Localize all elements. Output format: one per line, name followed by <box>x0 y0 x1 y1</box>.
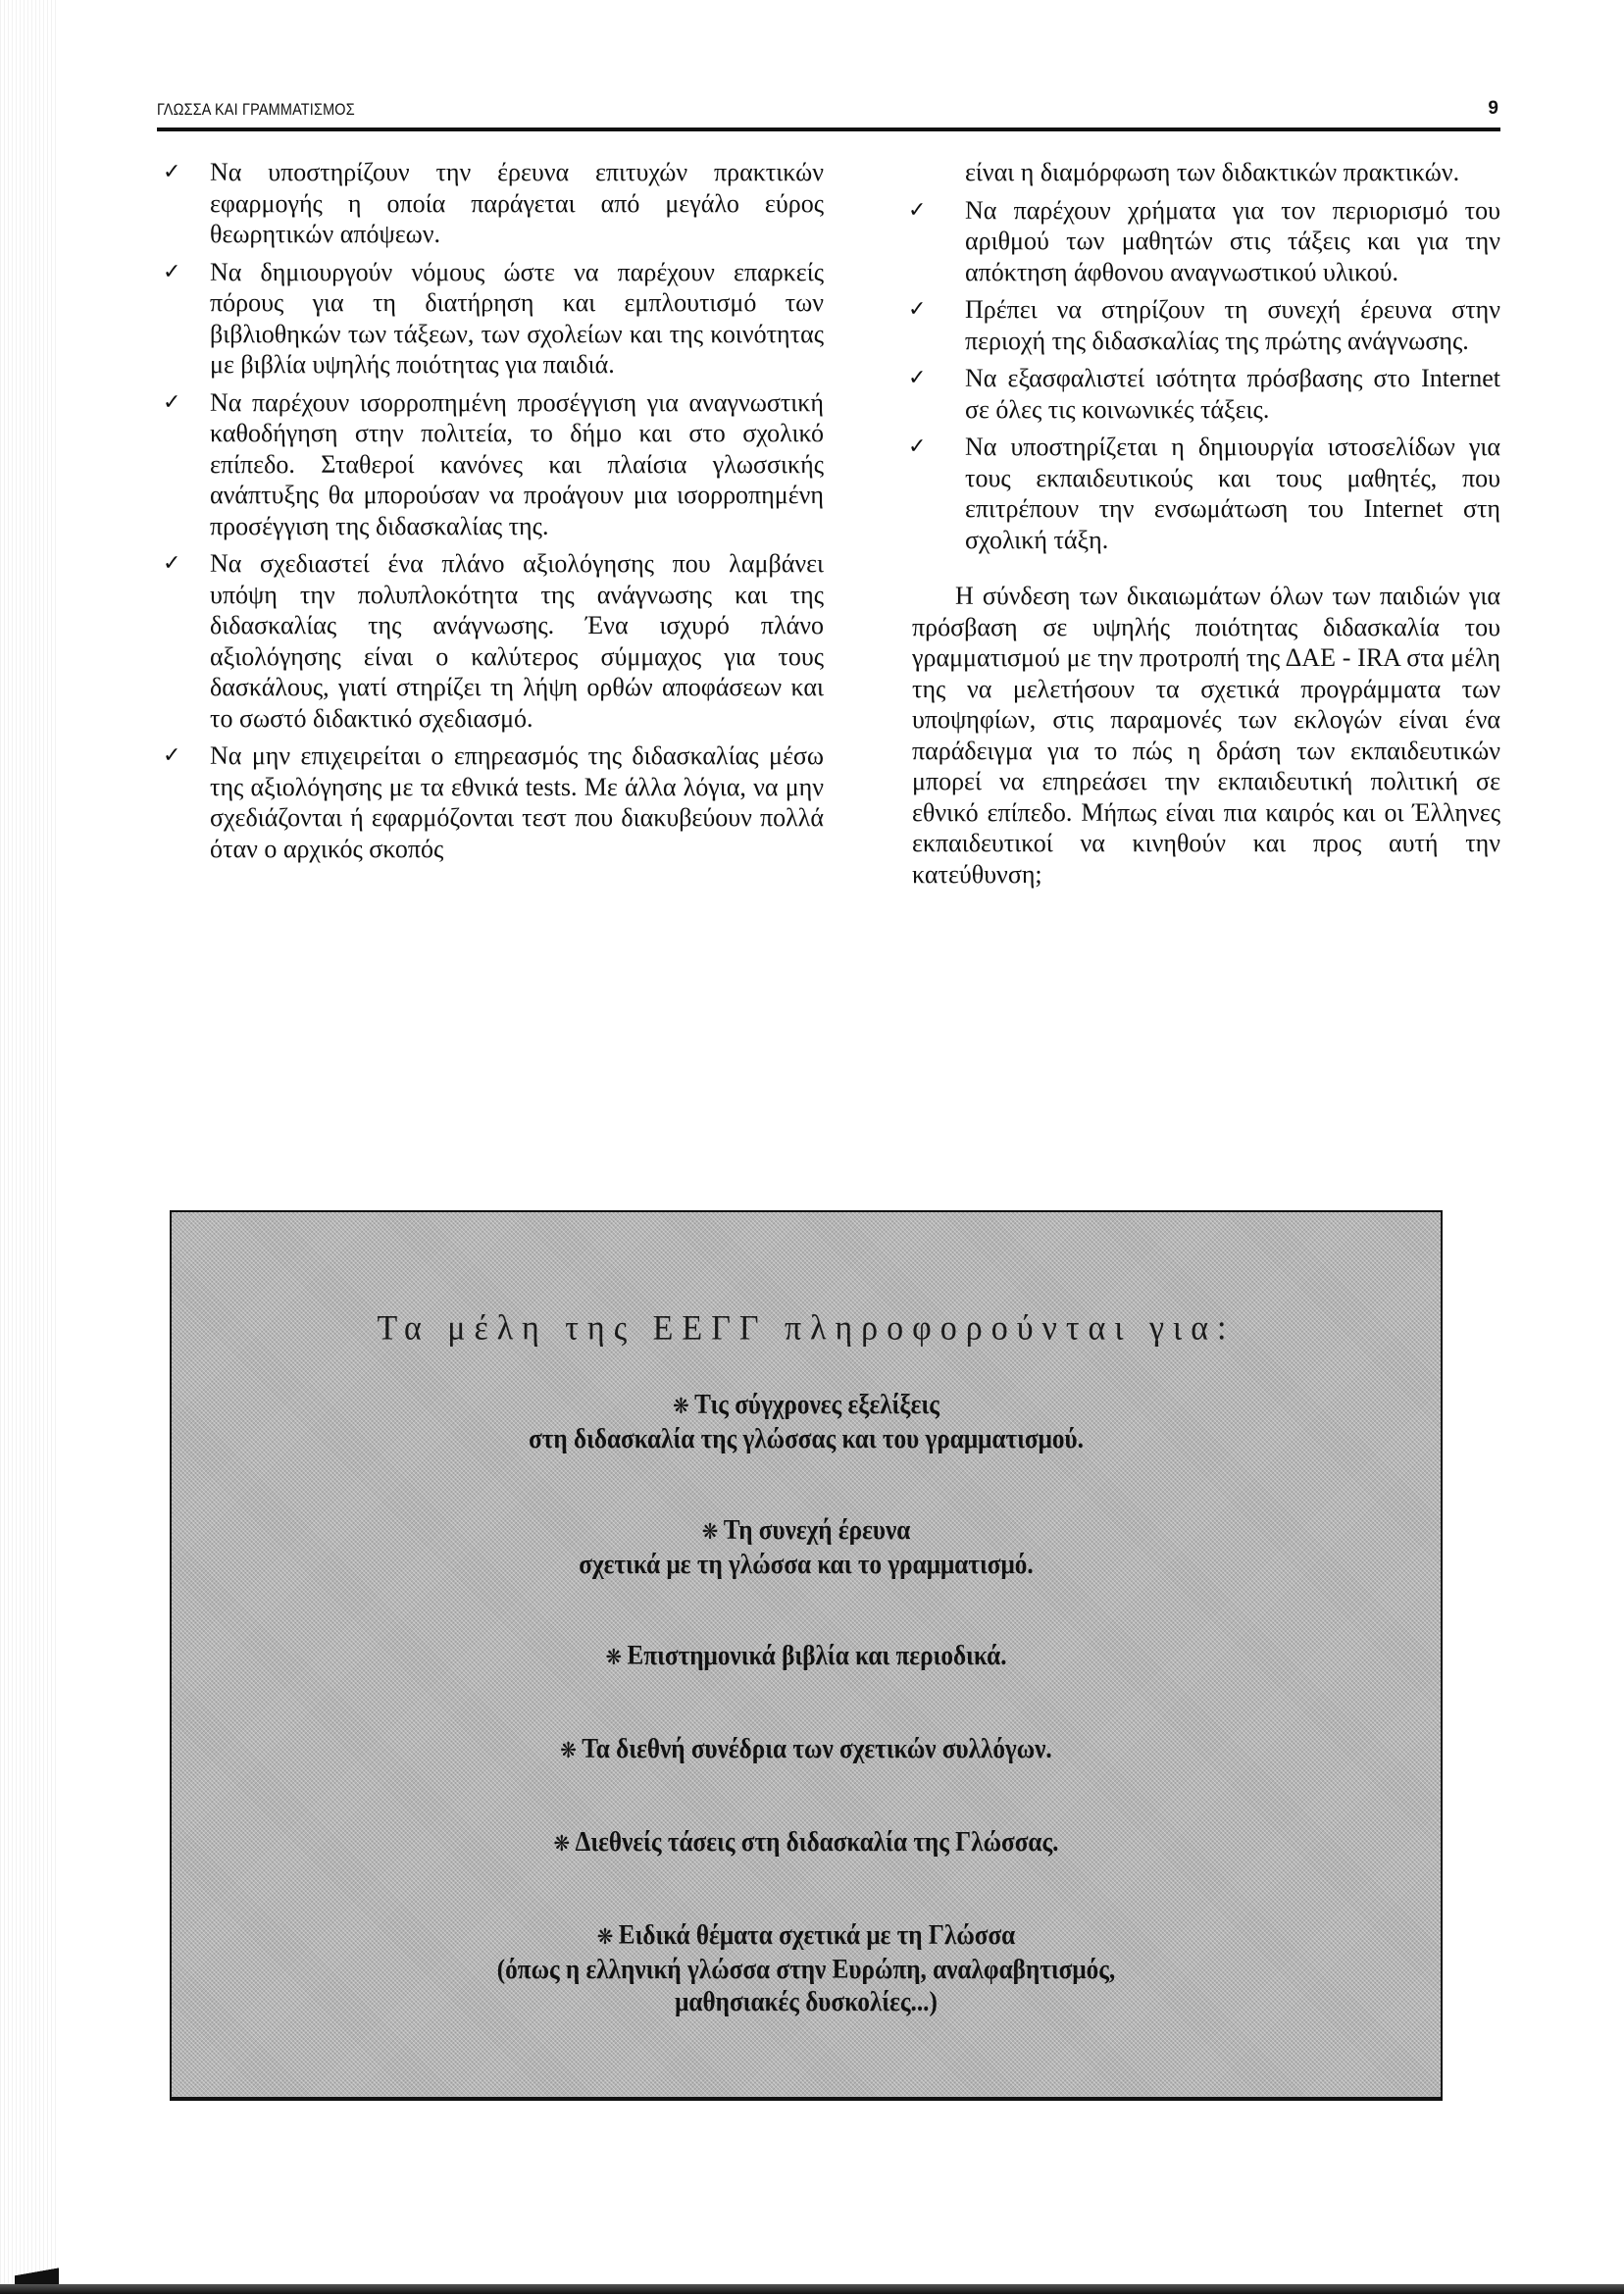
scan-edge-shadow <box>0 0 59 2294</box>
list-item: ✓ Να παρέχουν ισορροπημένη προσέγγιση για αναγνωστική καθοδήγηση στην πολιτεία, το δήμο και στο σχολικό επίπεδο. Σταθεροί κανόνες και πλαίσια γλωσσικής ανάπτυξης θα μπορούσαν να προάγουν μια ισορροπημένη προσέγγιση της διδασκαλίας της. <box>163 387 824 540</box>
page-number: 9 <box>1488 98 1498 119</box>
check-mark-icon: ✓ <box>163 389 181 415</box>
right-column <box>908 157 1500 915</box>
star-bullet-icon: ❋ <box>701 1520 719 1545</box>
star-bullet-icon: ❋ <box>560 1739 577 1763</box>
info-box-item: ❋ Επιστημονικά βιβλία και περιοδικά. <box>605 1641 1007 1671</box>
info-box-items <box>172 1389 1441 2077</box>
header-rule <box>157 127 1500 131</box>
check-mark-icon: ✓ <box>908 366 927 390</box>
list-item: ✓ Πρέπει να στηρίζουν τη συνεχή έρευνα στην περιοχή της διδασκαλίας της πρώτης ανάγνωσης. <box>908 295 1500 355</box>
check-mark-icon: ✓ <box>163 551 181 576</box>
info-box-item: ❋ Διεθνείς τάσεις στη διδασκαλία της Γλώσσας. <box>553 1827 1059 1858</box>
check-mark-icon: ✓ <box>163 743 181 768</box>
list-item: ✓ Να παρέχουν χρήματα για τον περιορισμό του αριθμού των μαθητών στις τάξεις και για την απόκτηση άφθονου αναγνωστικού υλικού. <box>908 195 1500 286</box>
info-box-item: ❋ Τα διεθνή συνέδρια των σχετικών συλλόγων. <box>560 1734 1052 1764</box>
left-check-list <box>157 157 824 864</box>
left-column <box>157 157 824 871</box>
right-check-list <box>908 195 1500 556</box>
list-item: ✓ Να σχεδιαστεί ένα πλάνο αξιολόγησης που λαμβάνει υπόψη την πολυπλοκότητα της ανάγνωσης και της διδασκαλίας της ανάγνωσης. Ένα ισχυρό πλάνο αξιολόγησης είναι ο καλύτερος σύμμαχος για τους δασκάλους, γιατί στηρίζει τη λήψη ορθών αποφάσεων και το σωστό διδακτικό σχεδιασμό. <box>163 549 824 733</box>
check-mark-icon: ✓ <box>163 259 181 284</box>
membership-info-box <box>170 1210 1443 2101</box>
closing-paragraph: Η σύνδεση των δικαιωμάτων όλων των παιδιών για πρόσβαση σε υψηλής ποιότητας διδασκαλία του γραμματισμού με την προτροπή της ΔΑΕ - IRA στα μέλη της να μελετήσουν τα σχετικά προγράμματα των υποψηφίων, στις παραμονές των εκλογών είναι ένα παράδειγμα για το πώς η δράση των εκπαιδευτικών μπορεί να επηρεάσει την εκπαιδευτική πολιτική σε εθνικό επίπεδο. Μήπως είναι πια καιρός και οι Έλληνες εκπαιδευτικοί να κινηθούν και προς αυτή την κατεύθυνση; <box>912 582 1500 889</box>
list-item: ✓ Να υποστηρίζεται η δημιουργία ιστοσελίδων για τους εκπαιδευτικούς και τους μαθητές, που επιτρέπουν την ενσωμάτωση του Internet στη σχολική τάξη. <box>908 433 1500 554</box>
list-item: ✓ Να μην επιχειρείται ο επηρεασμός της διδασκαλίας μέσω της αξιολόγησης με τα εθνικά tests. Με άλλα λόγια, να μην σχεδιάζονται ή εφαρμόζονται τεστ που διακυβεύουν πολλά όταν ο αρχικός σκοπός <box>163 741 824 863</box>
list-item-continuation: είναι η διαμόρφωση των διδακτικών πρακτικών. <box>965 158 1460 186</box>
page-header <box>157 98 1500 137</box>
info-box-item: ❋ Ειδικά θέματα σχετικά με τη Γλώσσα (όπως η ελληνική γλώσσα στην Ευρώπη, αναλφαβητισμός, μαθησιακές δυσκολίες...) <box>496 1920 1116 2017</box>
list-item: ✓ Να υποστηρίζουν την έρευνα επιτυχών πρακτικών εφαρμογής η οποία παράγεται από μεγάλο εύρος θεωρητικών απόψεων. <box>163 158 824 248</box>
list-item: ✓ Να δημιουργούν νόμους ώστε να παρέχουν επαρκείς πόρους για τη διατήρηση και εμπλουτισμό των βιβλιοθηκών των τάξεων, των σχολείων και της κοινότητας με βιβλία υψηλής ποιότητας για παιδιά. <box>163 257 824 379</box>
scan-bottom-edge <box>0 2284 1624 2294</box>
check-mark-icon: ✓ <box>908 197 927 223</box>
running-head: ΓΛΩΣΣΑ ΚΑΙ ΓΡΑΜΜΑΤΙΣΜΟΣ <box>157 100 355 119</box>
star-bullet-icon: ❋ <box>605 1646 623 1670</box>
list-item: ✓ Να εξασφαλιστεί ισότητα πρόσβασης στο Internet σε όλες τις κοινωνικές τάξεις. <box>908 364 1500 424</box>
info-box-item: ❋ Τις σύγχρονες εξελίξεις στη διδασκαλία της γλώσσας και του γραμματισμού. <box>529 1390 1084 1454</box>
check-mark-icon: ✓ <box>908 297 927 322</box>
star-bullet-icon: ❋ <box>553 1832 571 1857</box>
star-bullet-icon: ❋ <box>596 1925 614 1950</box>
info-box-title: Τα μέλη της ΕΕΓΓ πληροφορούνται για: <box>377 1309 1236 1348</box>
body-columns <box>157 157 1500 1177</box>
check-mark-icon: ✓ <box>163 160 181 184</box>
info-box-item: ❋ Τη συνεχή έρευνα σχετικά με τη γλώσσα και το γραμματισμό. <box>579 1515 1034 1580</box>
check-mark-icon: ✓ <box>908 434 927 459</box>
star-bullet-icon: ❋ <box>673 1395 689 1419</box>
